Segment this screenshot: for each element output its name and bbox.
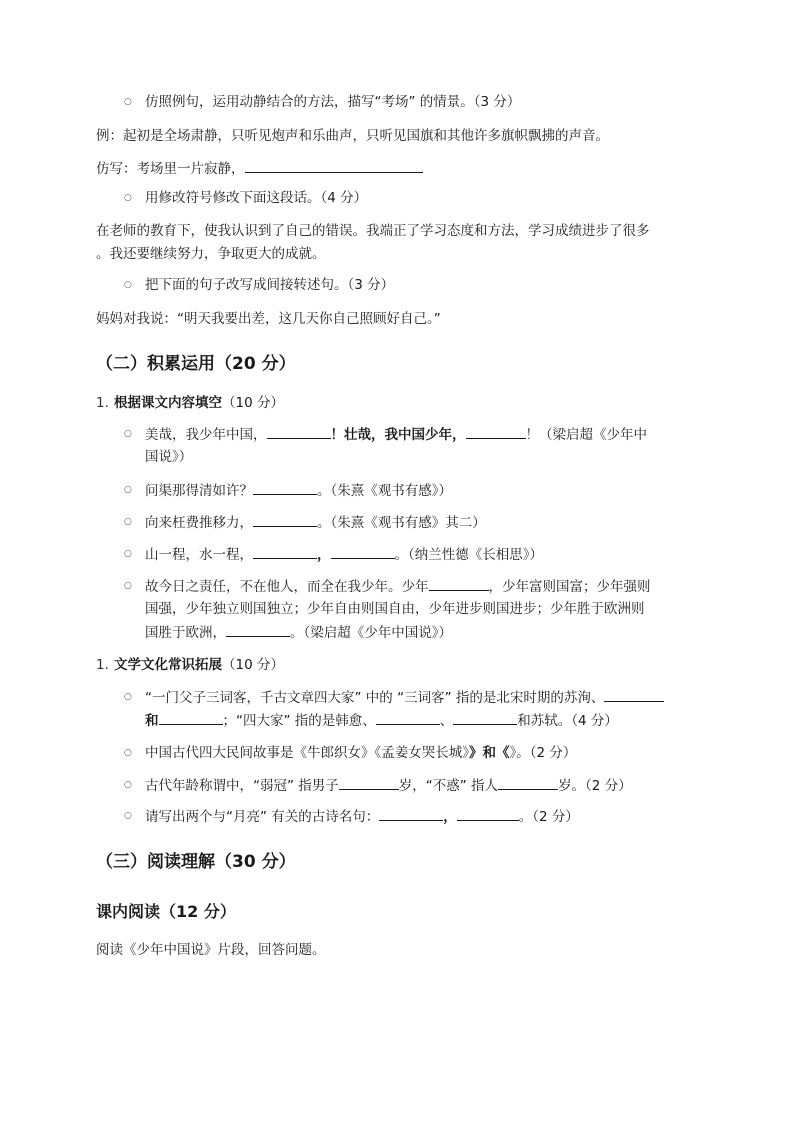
answer-blank[interactable]	[253, 544, 317, 559]
item-text: 。（朱熹《观书有感》其二）	[317, 515, 486, 531]
group-score: （10 分）	[222, 657, 284, 673]
group-number: 1.	[96, 395, 109, 411]
item-text: 中国古代四大民间故事是《牛郎织女》《孟姜女哭长城》	[145, 745, 469, 761]
item-text: 美哉，我少年中国，	[145, 427, 267, 443]
answer-blank[interactable]	[498, 775, 558, 790]
answer-blank[interactable]	[604, 687, 664, 702]
answer-blank[interactable]	[267, 424, 331, 439]
lit-item-3	[145, 775, 632, 796]
question-revise: 用修改符号修改下面这段话。（4 分）	[145, 190, 368, 206]
answer-blank[interactable]	[376, 710, 440, 725]
item-text: 向来枉费推移力，	[145, 515, 253, 531]
group-heading-literature	[114, 655, 284, 675]
circle-bullet-icon: ○	[124, 280, 132, 290]
fill-item-5-line-2: 国强，少年独立则国独立；少年自由则国自由，少年进步则国进步；少年胜于欧洲则	[145, 601, 645, 617]
item-text: ！（梁启超《少年中	[525, 427, 647, 443]
group-title: 根据课文内容填空	[114, 395, 222, 411]
answer-blank[interactable]	[339, 775, 399, 790]
item-text: 故今日之责任，不在他人，而全在我少年。少年	[145, 579, 429, 595]
answer-blank[interactable]	[159, 710, 223, 725]
answer-blank[interactable]	[453, 710, 517, 725]
item-text: 请写出两个与“月亮” 有关的古诗名句：	[145, 809, 380, 825]
lit-item-1	[145, 687, 664, 708]
circle-bullet-icon: ○	[124, 748, 132, 758]
circle-bullet-icon: ○	[124, 692, 132, 702]
imitate-line	[96, 158, 423, 179]
question-imitate: 仿照例句，运用动静结合的方法，描写“考场” 的情景。（3 分）	[145, 94, 521, 110]
group-heading-fill	[114, 393, 284, 413]
answer-blank[interactable]	[466, 424, 526, 439]
paragraph-line-2: 。我还要继续努力，争取更大的成就。	[96, 246, 326, 262]
answer-blank[interactable]	[457, 806, 519, 821]
item-text: 岁，“不惑” 指人	[398, 778, 499, 794]
fill-item-4	[145, 544, 543, 565]
fill-item-1-cont: 国说》）	[145, 449, 193, 465]
item-text: 岁。（2 分）	[558, 778, 632, 794]
circle-bullet-icon: ○	[124, 429, 132, 439]
item-text: 》。（2 分）	[509, 745, 577, 761]
circle-bullet-icon: ○	[124, 780, 132, 790]
answer-blank[interactable]	[429, 576, 489, 591]
section-title-reading: （三）阅读理解（30 分）	[96, 852, 296, 872]
group-score: （10 分）	[222, 395, 284, 411]
item-text: 山一程，水一程，	[145, 547, 253, 563]
fill-item-1	[145, 424, 647, 445]
item-text: 。（2 分）	[518, 809, 579, 825]
fill-item-5-line-3	[145, 622, 452, 643]
imitate-label: 仿写：考场里一片寂静，	[96, 161, 245, 177]
item-text: 国胜于欧洲，	[145, 625, 226, 641]
circle-bullet-icon: ○	[124, 517, 132, 527]
item-text: ，	[443, 809, 457, 825]
circle-bullet-icon: ○	[124, 485, 132, 495]
lit-item-4	[145, 806, 579, 827]
item-text: 和苏轼。（4 分）	[517, 713, 618, 729]
circle-bullet-icon: ○	[124, 581, 132, 591]
mother-quote: 妈妈对我说：“明天我要出差，这几天你自己照顾好自己。”	[96, 311, 441, 327]
lit-item-2	[145, 743, 576, 763]
example-sentence: 例：起初是全场肃静，只听见炮声和乐曲声，只听见国旗和其他许多旗帜飘拂的声音。	[96, 128, 609, 144]
item-text: ；“四大家” 指的是韩愈、	[222, 713, 376, 729]
reading-instruction: 阅读《少年中国说》片段，回答问题。	[96, 942, 326, 958]
item-text: 古代年龄称谓中，“弱冠” 指男子	[145, 778, 339, 794]
item-text: 和	[145, 713, 159, 729]
item-text: ！壮哉，我中国少年，	[330, 427, 466, 443]
item-text: “一门父子三词客，千古文章四大家” 中的 “三词客” 指的是北宋时期的苏洵、	[145, 690, 605, 706]
answer-blank[interactable]	[379, 806, 443, 821]
section-title-accumulation: （二）积累运用（20 分）	[96, 354, 296, 374]
circle-bullet-icon: ○	[124, 549, 132, 559]
fill-item-2	[145, 480, 452, 501]
question-indirect-speech: 把下面的句子改写成间接转述句。（3 分）	[145, 277, 395, 293]
answer-blank[interactable]	[331, 544, 395, 559]
paragraph-line-1: 在老师的教育下，使我认识到了自己的错误。我端正了学习态度和方法，学习成绩进步了很多	[96, 223, 650, 239]
item-text: 问渠那得清如许？	[145, 483, 253, 499]
group-title: 文学文化常识拓展	[114, 657, 222, 673]
circle-bullet-icon: ○	[124, 97, 132, 107]
subsection-title: 课内阅读（12 分）	[96, 902, 236, 921]
item-text: 》和《	[469, 745, 510, 761]
answer-blank[interactable]	[245, 158, 423, 173]
lit-item-1-line-2	[145, 710, 618, 731]
item-text: ，少年富则国富；少年强则	[488, 579, 651, 595]
answer-blank[interactable]	[253, 512, 317, 527]
circle-bullet-icon: ○	[124, 193, 132, 203]
answer-blank[interactable]	[253, 480, 317, 495]
answer-blank[interactable]	[226, 622, 290, 637]
group-number: 1.	[96, 657, 109, 673]
item-text: 、	[439, 713, 454, 729]
item-text: ，	[317, 547, 331, 563]
fill-item-3	[145, 512, 486, 533]
item-text: 。（朱熹《观书有感》）	[317, 483, 452, 499]
circle-bullet-icon: ○	[124, 811, 132, 821]
item-text: 。（梁启超《少年中国说》）	[290, 625, 452, 641]
fill-item-5	[145, 576, 651, 597]
item-text: 。（纳兰性德《长相思》）	[394, 547, 543, 563]
